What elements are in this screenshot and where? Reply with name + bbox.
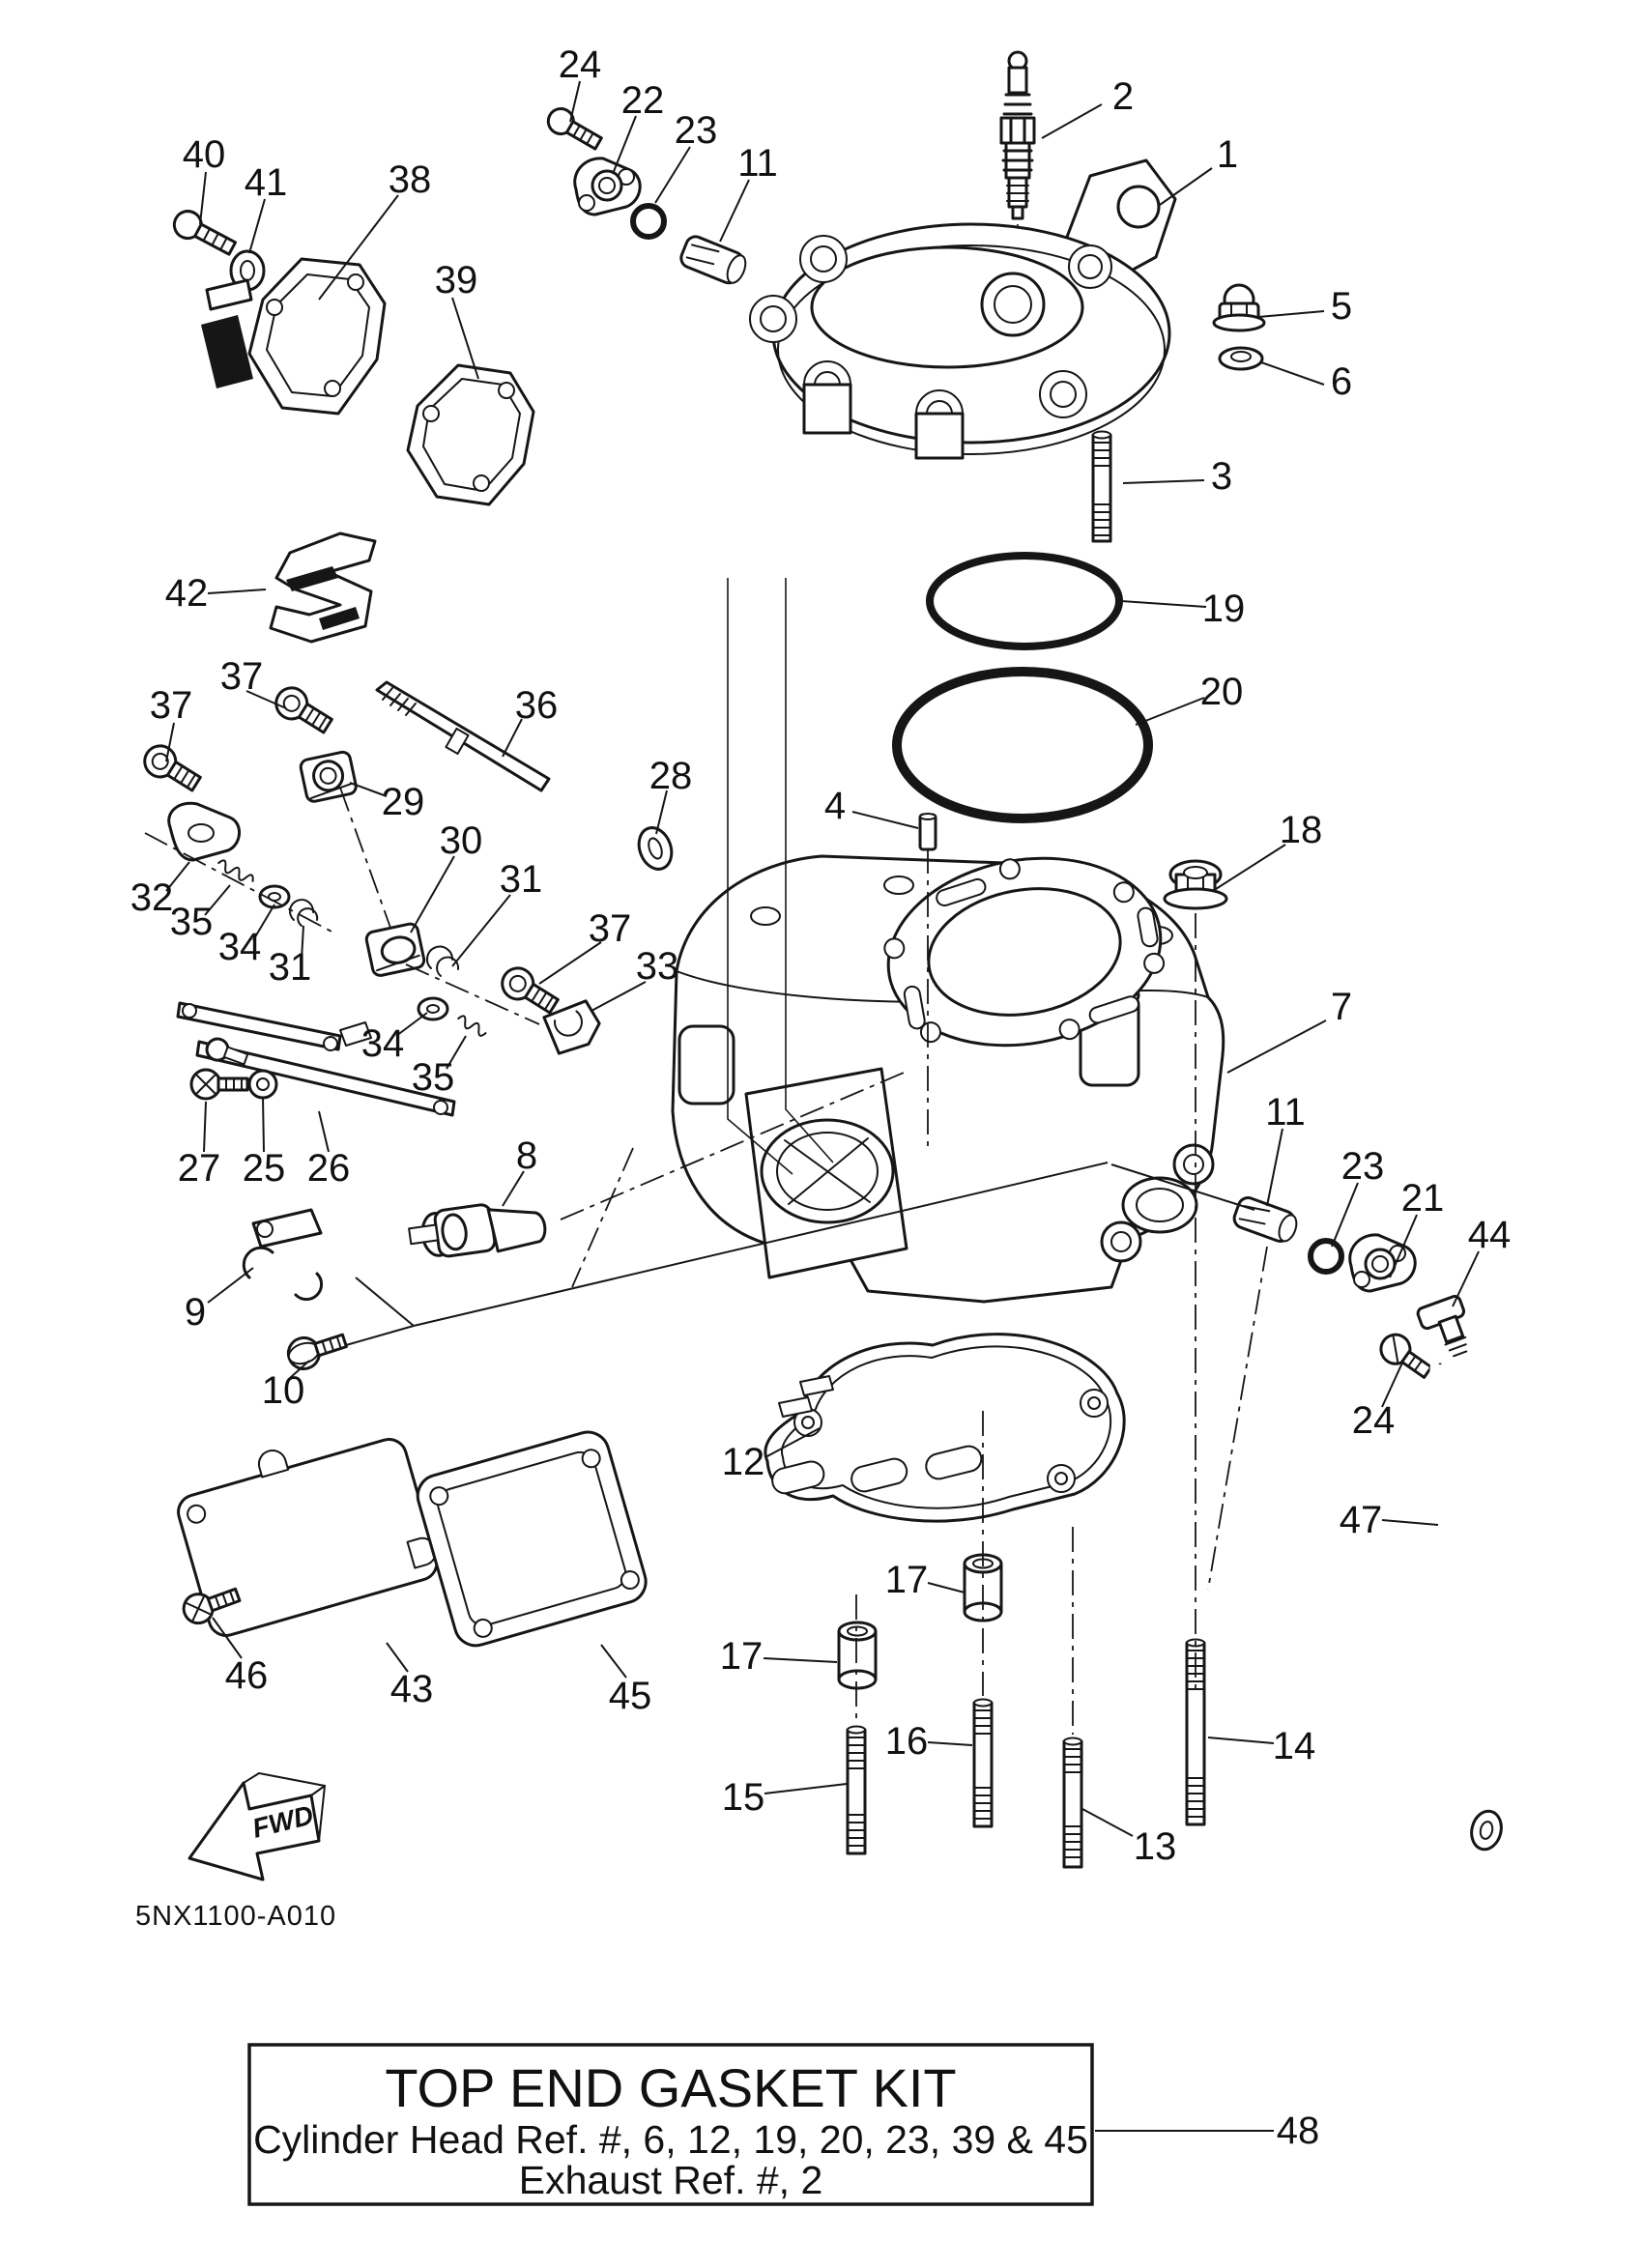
leader-line-21	[852, 812, 918, 828]
leader-line-50	[764, 1784, 847, 1794]
callout-41: 41	[244, 161, 288, 204]
callout-26: 26	[306, 1147, 351, 1190]
socket-bolt-37-left	[139, 740, 205, 797]
callout-20: 20	[1199, 671, 1244, 713]
callout-6: 6	[1330, 360, 1353, 403]
callout-38: 38	[388, 158, 432, 201]
callout-19: 19	[1201, 588, 1246, 630]
axis-line-10	[1208, 1247, 1267, 1590]
callout-13: 13	[1133, 1825, 1177, 1868]
callout-5: 5	[1330, 285, 1353, 328]
callout-21: 21	[1400, 1177, 1445, 1220]
o-ring-23-top	[633, 206, 664, 237]
clip-31-right	[427, 947, 458, 976]
callout-1: 1	[1216, 133, 1239, 176]
leader-line-58	[346, 1326, 414, 1345]
leader-line-0	[570, 81, 580, 122]
callout-40: 40	[182, 133, 226, 176]
leader-line-52	[1082, 1809, 1133, 1836]
callout-9: 9	[184, 1291, 207, 1334]
callout-37: 37	[219, 655, 264, 698]
cylinder-head	[750, 160, 1175, 458]
leader-line-36	[263, 1098, 264, 1152]
callout-27: 27	[177, 1147, 221, 1190]
joint-22	[575, 158, 640, 215]
callout-12: 12	[721, 1441, 765, 1483]
bolt-10	[284, 1326, 349, 1373]
kit-box-line3: Exhaust Ref. #, 2	[518, 2158, 823, 2202]
callout-28: 28	[649, 755, 693, 797]
callout-30: 30	[439, 819, 483, 862]
leader-line-48	[764, 1658, 837, 1662]
callout-17: 17	[884, 1559, 929, 1601]
callout-11: 11	[1265, 1091, 1306, 1134]
leader-line-39	[208, 1268, 253, 1303]
stud-bolt-3	[1093, 432, 1110, 542]
dowel-11-top	[678, 234, 750, 287]
leader-line-14	[1121, 601, 1206, 607]
leader-line-2	[655, 147, 690, 203]
callout-47: 47	[1339, 1499, 1383, 1541]
acorn-nut	[1214, 285, 1264, 330]
gasket-39	[408, 365, 533, 504]
leader-line-7	[249, 199, 265, 253]
callout-31: 31	[499, 858, 543, 901]
callout-39: 39	[434, 259, 478, 301]
figure-code: 5NX1100-A010	[135, 1901, 337, 1932]
o-ring-19	[930, 556, 1119, 646]
fwd-arrow	[189, 1773, 325, 1880]
fwd-label: FWD	[248, 1799, 317, 1844]
collar-17-left	[839, 1622, 876, 1688]
leader-line-6	[200, 172, 206, 224]
leader-line-51	[1208, 1737, 1274, 1743]
washer-28	[633, 823, 677, 874]
callout-37: 37	[588, 907, 632, 950]
leader-line-4	[1042, 104, 1102, 138]
callout-2: 2	[1111, 75, 1135, 118]
callout-16: 16	[884, 1720, 929, 1763]
leader-line-12	[1123, 480, 1204, 483]
nipple-44	[1416, 1295, 1477, 1363]
leader-line-35	[204, 1102, 206, 1152]
leader-line-57	[356, 1278, 414, 1326]
callout-8: 8	[515, 1134, 538, 1177]
callout-44: 44	[1467, 1214, 1512, 1256]
flange-nut-18	[1165, 861, 1226, 908]
callout-42: 42	[164, 572, 209, 615]
callout-33: 33	[635, 945, 679, 988]
callout-22: 22	[620, 79, 665, 122]
leader-line-41	[1332, 1183, 1358, 1247]
callout-29: 29	[381, 781, 425, 823]
stud-15	[848, 1727, 865, 1854]
axis-line-4	[572, 1148, 633, 1287]
callout-11: 11	[737, 142, 778, 185]
screw-24-lower	[1375, 1329, 1436, 1384]
leader-line-49	[928, 1742, 972, 1745]
kit-box	[249, 2045, 1092, 2204]
callout-36: 36	[514, 684, 559, 727]
o-ring-20	[897, 672, 1148, 818]
callout-4: 4	[823, 785, 847, 827]
callout-37: 37	[149, 684, 193, 727]
leader-line-34	[1267, 1129, 1283, 1206]
dowel-pin-4	[920, 814, 936, 849]
leader-line-33	[1227, 1020, 1326, 1073]
callout-17: 17	[719, 1635, 764, 1678]
socket-bolt-37-lower	[497, 962, 562, 1019]
leader-line-13	[208, 589, 266, 593]
callout-35: 35	[411, 1056, 455, 1099]
stud-16	[974, 1700, 992, 1827]
kit-box-title: TOP END GASKET KIT	[385, 2057, 957, 2118]
sealing-washer	[1220, 348, 1262, 369]
bolt-40	[169, 207, 238, 261]
callout-25: 25	[242, 1147, 286, 1190]
callout-24: 24	[558, 43, 602, 86]
leader-line-37	[319, 1111, 329, 1152]
leader-line-24	[452, 895, 510, 966]
hose-47	[1438, 1364, 1505, 1852]
callout-24: 24	[1351, 1399, 1396, 1442]
screw-27	[191, 1070, 247, 1099]
callout-15: 15	[721, 1776, 765, 1819]
rocker-32	[169, 803, 240, 860]
callout-31: 31	[268, 946, 312, 989]
reed-gasket-45	[413, 1427, 650, 1651]
callout-43: 43	[389, 1668, 434, 1710]
callout-32: 32	[130, 876, 174, 919]
stud-13	[1064, 1738, 1081, 1868]
callout-14: 14	[1272, 1725, 1316, 1767]
callout-34: 34	[217, 926, 262, 968]
leader-line-10	[1258, 311, 1324, 317]
leader-line-47	[928, 1583, 965, 1593]
leader-line-55	[601, 1645, 626, 1678]
callout-3: 3	[1210, 455, 1233, 498]
clip-9	[244, 1210, 321, 1300]
spring-35-right	[456, 1015, 488, 1038]
callout-7: 7	[1330, 986, 1353, 1028]
governor-valve-8	[407, 1196, 547, 1263]
washer-25	[249, 1071, 276, 1098]
callout-10: 10	[261, 1369, 305, 1412]
holder-29	[300, 751, 358, 803]
kit-box-line2: Cylinder Head Ref. #, 6, 12, 19, 20, 23, 39 & 45	[253, 2117, 1088, 2162]
callout-34: 34	[360, 1022, 405, 1065]
damper-42	[271, 533, 375, 642]
leader-line-11	[1261, 362, 1324, 385]
leader-line-1	[613, 116, 636, 174]
bolt-24-top	[544, 104, 605, 155]
dowel-11-lower	[1231, 1195, 1300, 1246]
leader-line-45	[1382, 1520, 1438, 1525]
callout-45: 45	[608, 1675, 652, 1717]
callout-46: 46	[224, 1654, 269, 1697]
leader-line-3	[720, 180, 749, 242]
leader-line-15	[1136, 698, 1204, 725]
leader-line-22	[1216, 845, 1285, 889]
callout-48: 48	[1276, 2110, 1320, 2152]
callout-23: 23	[1340, 1145, 1385, 1188]
o-ring-23-lower	[1311, 1241, 1341, 1272]
socket-bolt-37-mid	[271, 682, 336, 739]
callout-35: 35	[169, 901, 214, 943]
callout-18: 18	[1279, 809, 1323, 851]
gasket-38	[201, 259, 385, 414]
callout-23: 23	[674, 109, 718, 152]
leader-line-43	[1453, 1251, 1479, 1306]
leader-line-23	[411, 856, 454, 933]
